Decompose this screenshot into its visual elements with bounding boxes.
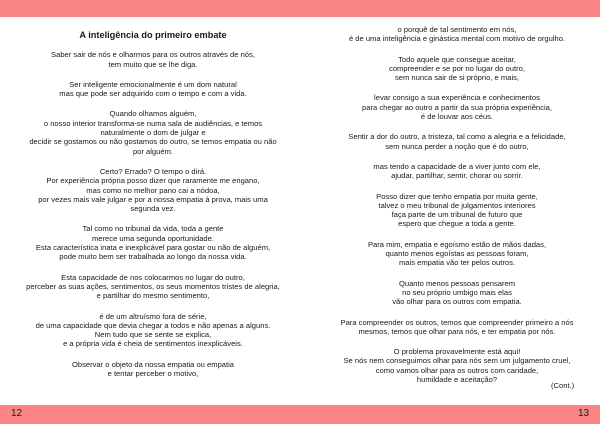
text-line: para chegar ao outro a partir da sua própria experiência, bbox=[362, 102, 552, 112]
text-line: o porquê de tal sentimento em nós, bbox=[397, 25, 517, 34]
text-line: naturalmente o dom de julgar e bbox=[100, 128, 206, 138]
right-page bbox=[312, 25, 600, 395]
text-line: faça parte de um tribunal de futuro que bbox=[391, 210, 523, 220]
text-line: Esta característica inata e inexplicável para gostar ou não de alguém, bbox=[35, 243, 271, 253]
text-line: mais empatia vão ter pelos outros. bbox=[398, 258, 516, 268]
text-line: Sentir a dor do outro, a tristeza, tal como a alegria e a felicidade, bbox=[348, 132, 566, 142]
paragraph bbox=[312, 25, 600, 44]
paragraph bbox=[312, 162, 600, 181]
text-line: tem muito que se lhe diga. bbox=[108, 59, 198, 69]
text-line: talvez o meu tribunal de julgamentos interiores bbox=[378, 200, 536, 210]
text-line: e a própria vida é cheia de sentimentos inexplicáveis. bbox=[63, 339, 243, 349]
paragraph bbox=[312, 347, 600, 384]
paragraph bbox=[8, 360, 298, 379]
paragraph bbox=[8, 80, 298, 99]
text-line: mesmos, temos que olhar para nós, e ter empatia por nós. bbox=[358, 326, 556, 336]
paragraph bbox=[312, 93, 600, 121]
right-page-body bbox=[312, 25, 600, 384]
text-line: o nosso interior transforma-se numa sala de audiências, e temos bbox=[43, 118, 263, 128]
text-line: é de um altruísmo fora de série, bbox=[99, 311, 207, 321]
paragraph bbox=[8, 167, 298, 213]
text-line: Certo? Errado? O tempo o dirá. bbox=[99, 166, 207, 176]
text-line: por vezes mais vale julgar e por a nossa empatia à prova, mais uma bbox=[38, 194, 268, 204]
text-line: Se nós nem conseguimos olhar para nós sem um julgamento cruel, bbox=[343, 356, 571, 366]
text-line: de uma capacidade que devia chegar a todos e não apenas a alguns. bbox=[35, 320, 271, 330]
text-line: Para mim, empatia e egoísmo estão de mãos dadas, bbox=[367, 239, 547, 249]
text-line: Quanto menos pessoas pensarem bbox=[398, 278, 516, 288]
left-page-body bbox=[8, 50, 298, 378]
paragraph bbox=[312, 279, 600, 307]
text-line: Para compreender os outros, temos que compreender primeiro a nós bbox=[340, 317, 574, 327]
text-line: Todo aquele que consegue aceitar, bbox=[398, 54, 516, 64]
text-line: sem nunca perder a noção que é do outro, bbox=[385, 141, 529, 151]
paragraph bbox=[8, 312, 298, 349]
text-line: Esta capacidade de nos colocarmos no lugar do outro, bbox=[61, 272, 245, 282]
text-line: e partilhar do mesmo sentimento, bbox=[96, 291, 210, 301]
text-line: compreender e se por no lugar do outro, bbox=[389, 63, 525, 73]
paragraph bbox=[312, 55, 600, 83]
text-line: merece uma segunda oportunidade. bbox=[91, 233, 214, 243]
top-color-band bbox=[0, 0, 600, 17]
page-number-left: 12 bbox=[11, 408, 23, 419]
text-line: e tentar perceber o motivo, bbox=[107, 369, 199, 379]
text-line: vão olhar para os outros com empatia. bbox=[392, 297, 522, 307]
paragraph bbox=[8, 50, 298, 69]
paragraph bbox=[8, 224, 298, 261]
text-line: por alguém. bbox=[132, 146, 174, 156]
continuation-marker: (Cont.) bbox=[551, 381, 575, 390]
text-line: Ser inteligente emocionalmente é um dom natural bbox=[69, 79, 237, 89]
left-page bbox=[8, 25, 298, 389]
text-line: mas como no melhor pano cai a nódoa, bbox=[86, 185, 220, 195]
page-number-right: 13 bbox=[578, 408, 590, 419]
text-line: perceber as suas ações, sentimentos, os seus momentos tristes de alegria, bbox=[26, 281, 280, 291]
text-line: levar consigo a sua experiência e conhecimentos bbox=[374, 93, 540, 103]
text-line: O problema provavelmente está aqui! bbox=[393, 347, 521, 357]
text-line: humildade e aceitação? bbox=[416, 375, 498, 385]
text-line: sem nunca sair de si próprio, e mais, bbox=[394, 73, 520, 83]
paragraph bbox=[312, 132, 600, 151]
text-line: Saber sair de nós e olharmos para os outros através de nós, bbox=[51, 50, 255, 60]
chapter-title: A inteligência do primeiro embate bbox=[79, 30, 227, 40]
text-line: é de uma inteligência e ginástica mental com motivo de orgulho. bbox=[348, 34, 566, 44]
text-line: quanto menos egoístas as pessoas foram, bbox=[385, 249, 529, 259]
text-line: Nem tudo que se sente se explica, bbox=[94, 330, 212, 340]
paragraph bbox=[8, 109, 298, 155]
text-line: Observar o objeto da nossa empatia ou empatia bbox=[71, 359, 235, 369]
text-line: decidir se gostamos ou não gostamos do outro, se temos empatia ou não bbox=[29, 137, 277, 147]
text-line: é de louvar aos céus. bbox=[420, 112, 494, 122]
paragraph bbox=[312, 318, 600, 337]
text-line: no seu próprio umbigo mais elas bbox=[402, 287, 512, 297]
bottom-color-band bbox=[0, 405, 600, 424]
text-line: segunda vez. bbox=[130, 204, 176, 214]
text-line: Posso dizer que tenho empatia por muita gente, bbox=[376, 191, 538, 201]
text-line: espero que chegue a toda a gente. bbox=[398, 219, 516, 229]
text-line: Por experiência própria posso dizer que raramente me engano, bbox=[46, 176, 260, 186]
text-line: Quando olhamos alguém, bbox=[109, 109, 197, 119]
text-line: pode muito bem ser trabalhada ao longo da nossa vida. bbox=[59, 252, 247, 262]
text-line: Tal como no tribunal da vida, toda a gente bbox=[82, 224, 224, 234]
text-line: como vamos olhar para os outros com caridade, bbox=[375, 365, 539, 375]
paragraph bbox=[312, 192, 600, 229]
text-line: mas que pode ser adquirido com o tempo e com a vida. bbox=[59, 89, 247, 99]
paragraph bbox=[8, 273, 298, 301]
paragraph bbox=[312, 240, 600, 268]
text-line: ajudar, partilhar, sentir, chorar ou sorrir. bbox=[391, 171, 523, 181]
text-line: mas tendo a capacidade de a viver junto com ele, bbox=[373, 161, 541, 171]
